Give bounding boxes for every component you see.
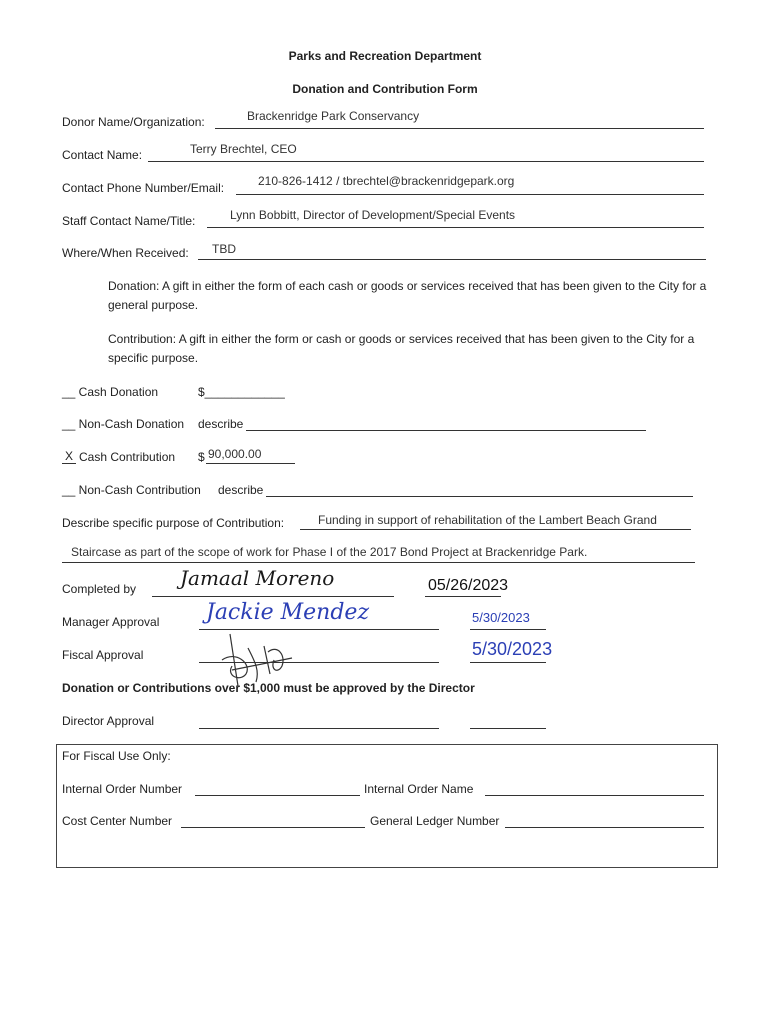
completed-date[interactable]: 05/26/2023	[428, 577, 509, 594]
staff-contact-line	[207, 227, 704, 228]
cost-center-line[interactable]	[181, 827, 365, 828]
fiscal-approval-label: Fiscal Approval	[62, 648, 144, 662]
contribution-definition: Contribution: A gift in either the form or cash or goods or services received that has been given to the City for a specific purpose.	[108, 332, 695, 365]
completed-by-label: Completed by	[62, 582, 137, 596]
director-approval-label: Director Approval	[62, 714, 155, 728]
completed-by-signature[interactable]: Jamaal Moreno	[180, 566, 335, 590]
form-title: Donation and Contribution Form	[292, 82, 478, 96]
donation-definition: Donation: A gift in either the form of each cash or goods or services received that has been given to the City for a general purpose.	[108, 279, 707, 312]
cash-contribution-line	[206, 463, 295, 464]
completed-date-line	[425, 596, 501, 597]
where-received-line	[198, 259, 706, 260]
internal-order-name-line[interactable]	[485, 795, 704, 796]
noncash-contribution-describe-label: describe	[218, 483, 264, 497]
director-date-line[interactable]	[470, 728, 546, 729]
director-approval-line[interactable]	[199, 728, 439, 729]
contact-name-field[interactable]: Terry Brechtel, CEO	[190, 142, 297, 156]
purpose-label: Describe specific purpose of Contribution:	[62, 516, 285, 530]
donor-name-label: Donor Name/Organization:	[62, 115, 205, 129]
noncash-donation-describe-line[interactable]	[246, 430, 646, 431]
noncash-donation-label[interactable]: __ Non-Cash Donation	[62, 417, 185, 431]
cash-contribution-checkmark[interactable]: X	[62, 450, 76, 464]
cash-contribution-label: Cash Contribution	[79, 450, 176, 464]
manager-signature[interactable]: Jackie Mendez	[206, 600, 370, 625]
director-approval-notice: Donation or Contributions over $1,000 must be approved by the Director	[62, 681, 475, 695]
cash-donation-label[interactable]: __ Cash Donation	[62, 385, 159, 399]
noncash-donation-describe-label: describe	[198, 417, 244, 431]
cash-donation-amount[interactable]: $____________	[198, 385, 285, 399]
where-received-label: Where/When Received:	[62, 246, 189, 260]
purpose-line-1	[300, 529, 691, 530]
cost-center-label: Cost Center Number	[62, 814, 173, 828]
contact-phone-line	[236, 194, 704, 195]
cash-contribution-amount[interactable]: 90,000.00	[208, 447, 262, 461]
completed-by-line	[152, 596, 394, 597]
where-received-field[interactable]: TBD	[212, 242, 236, 256]
cash-contribution-dollar: $	[198, 450, 205, 464]
fiscal-date-line	[470, 662, 546, 663]
internal-order-number-line[interactable]	[195, 795, 360, 796]
contact-phone-label: Contact Phone Number/Email:	[62, 181, 225, 195]
manager-date-line	[470, 629, 546, 630]
contact-name-line	[148, 161, 704, 162]
donor-name-field[interactable]: Brackenridge Park Conservancy	[247, 109, 420, 123]
fiscal-date[interactable]: 5/30/2023	[472, 639, 553, 659]
fiscal-use-heading: For Fiscal Use Only:	[62, 749, 171, 763]
manager-date[interactable]: 5/30/2023	[472, 610, 530, 625]
internal-order-number-label: Internal Order Number	[62, 782, 183, 796]
general-ledger-line[interactable]	[505, 827, 704, 828]
noncash-contribution-label[interactable]: __ Non-Cash Contribution	[62, 483, 201, 497]
purpose-text-line-2[interactable]: Staircase as part of the scope of work for Phase I of the 2017 Bond Project at Brackenridge Park.	[71, 545, 588, 559]
staff-contact-label: Staff Contact Name/Title:	[62, 214, 196, 228]
purpose-text-line-1[interactable]: Funding in support of rehabilitation of the Lambert Beach Grand	[318, 513, 657, 527]
staff-contact-field[interactable]: Lynn Bobbitt, Director of Development/Special Events	[230, 208, 516, 222]
purpose-line-2	[62, 562, 695, 563]
contact-name-label: Contact Name:	[62, 148, 143, 162]
donor-name-line	[215, 128, 704, 129]
general-ledger-label: General Ledger Number	[370, 814, 500, 828]
manager-approval-label: Manager Approval	[62, 615, 160, 629]
noncash-contribution-describe-line[interactable]	[266, 496, 693, 497]
department-title: Parks and Recreation Department	[288, 49, 482, 63]
contact-phone-field[interactable]: 210-826-1412 / tbrechtel@brackenridgepark.org	[258, 174, 515, 188]
internal-order-name-label: Internal Order Name	[364, 782, 474, 796]
